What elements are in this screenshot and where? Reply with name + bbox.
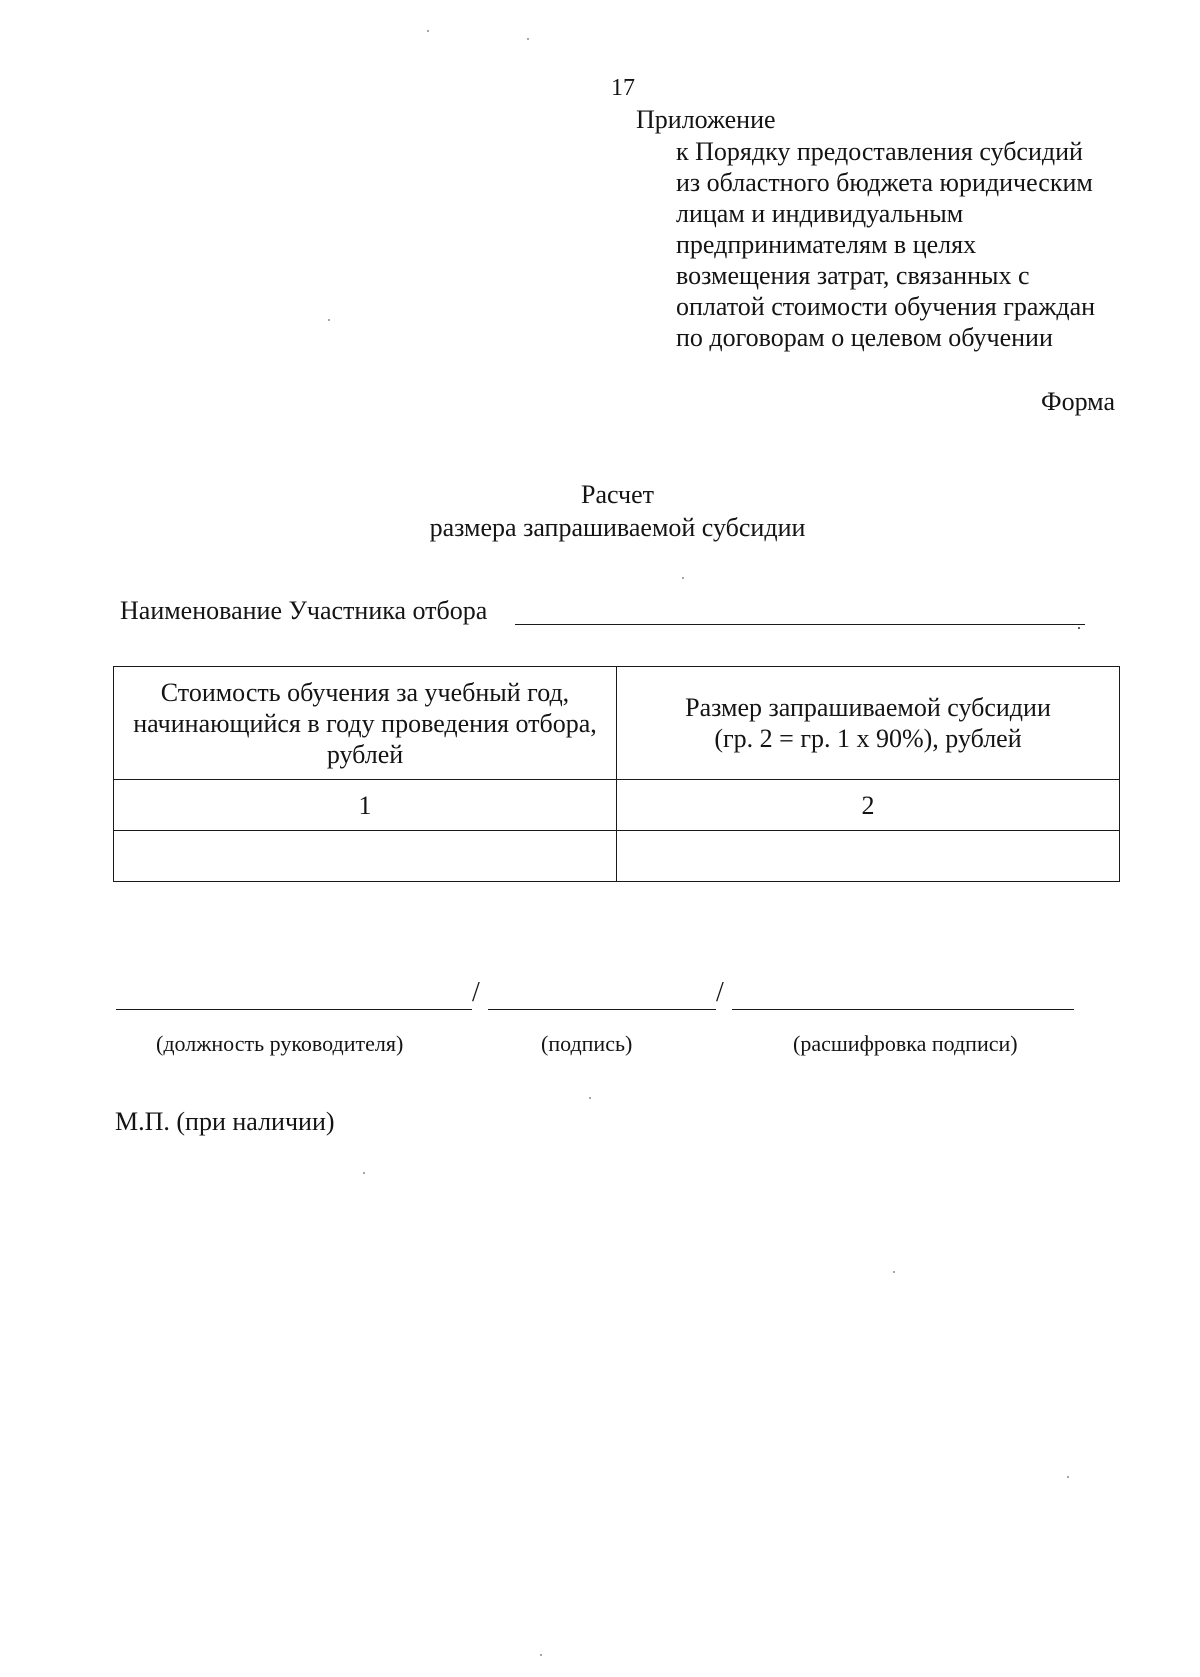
signature-caption: (подпись) xyxy=(541,1031,633,1056)
column-number-1: 1 xyxy=(114,780,617,831)
participant-name-label: Наименование Участника отбора xyxy=(120,596,488,625)
scan-speck xyxy=(682,577,684,579)
table-header-row xyxy=(114,667,1120,780)
header-cell-subsidy-amount xyxy=(617,667,1120,780)
page-number: 17 xyxy=(611,75,635,101)
position-caption: (должность руководителя) xyxy=(156,1031,404,1056)
field-end-dot: . xyxy=(1077,616,1081,633)
scan-speck xyxy=(893,1271,895,1273)
header-line: (гр. 2 = гр. 1 x 90%), рублей xyxy=(714,724,1022,753)
appendix-reference xyxy=(676,136,1146,353)
title-line-2: размера запрашиваемой субсидии xyxy=(429,513,806,542)
signature-separator: / xyxy=(716,977,724,1008)
scan-speck xyxy=(328,319,330,321)
column-number-2: 2 xyxy=(617,780,1120,831)
appendix-line: лицам и индивидуальным xyxy=(676,199,964,228)
scan-speck xyxy=(589,1097,591,1099)
subsidy-amount-cell[interactable] xyxy=(617,831,1120,882)
training-cost-cell[interactable] xyxy=(114,831,617,882)
header-line: Стоимость обучения за учебный год, xyxy=(160,677,570,707)
position-signature-line[interactable] xyxy=(116,1009,472,1010)
scan-speck xyxy=(1067,1476,1069,1478)
scan-speck xyxy=(527,38,529,40)
header-cell-training-cost xyxy=(114,667,617,780)
column-number-row xyxy=(114,780,1120,831)
subsidy-calculation-table xyxy=(113,666,1120,882)
appendix-line: по договорам о целевом обучении xyxy=(676,323,1053,352)
signature-line[interactable] xyxy=(488,1009,716,1010)
header-line: рублей xyxy=(326,739,404,769)
header-line: Размер запрашиваемой субсидии xyxy=(685,693,1051,722)
appendix-line: из областного бюджета юридическим xyxy=(676,168,1093,197)
appendix-line: возмещения затрат, связанных с xyxy=(676,261,1030,290)
header-line: начинающийся в году проведения отбора, xyxy=(133,708,597,738)
document-title xyxy=(0,478,1200,544)
appendix-line: предпринимателям в целях xyxy=(676,230,977,259)
title-line-1: Расчет xyxy=(581,480,654,509)
signature-separator: / xyxy=(472,977,480,1008)
participant-name-field[interactable] xyxy=(515,624,1085,625)
table-row xyxy=(114,831,1120,882)
appendix-line: оплатой стоимости обучения граждан xyxy=(676,292,1096,321)
appendix-title: Приложение xyxy=(636,105,776,134)
form-label: Форма xyxy=(1041,387,1115,416)
signature-decoding-caption: (расшифровка подписи) xyxy=(793,1031,1018,1056)
scan-speck xyxy=(363,1172,365,1174)
scan-speck xyxy=(427,30,429,32)
stamp-label: М.П. (при наличии) xyxy=(115,1107,335,1136)
appendix-line: к Порядку предоставления субсидий xyxy=(676,137,1083,166)
scan-speck xyxy=(540,1654,542,1656)
signature-decoding-line[interactable] xyxy=(732,1009,1074,1010)
